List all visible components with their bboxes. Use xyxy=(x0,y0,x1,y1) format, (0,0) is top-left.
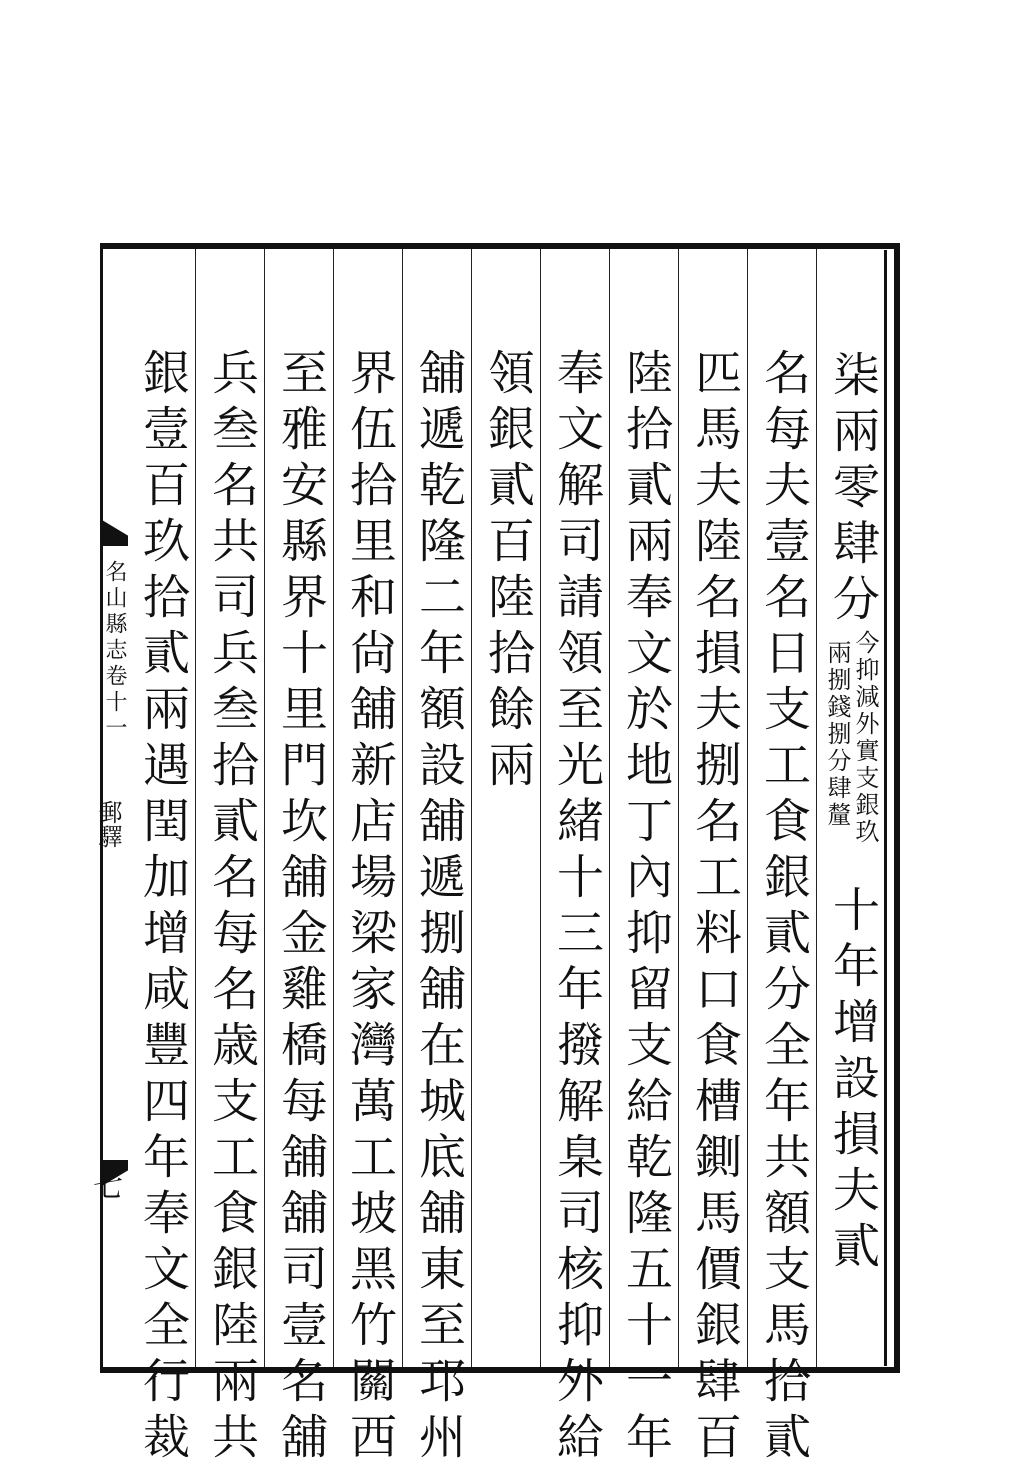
text-column-4: 陸拾貳兩奉文於地丁內抑留支給乾隆五十一年 xyxy=(618,348,673,1468)
folio-number: 七 xyxy=(87,1170,122,1200)
text-column-8: 界伍拾里和尙舖新店場梁家灣萬工坡黑竹關西 xyxy=(342,348,397,1468)
text-column-9: 至雅安縣界十里門坎舖金雞橋每舖舖司壹名舖 xyxy=(273,348,328,1468)
column-rule xyxy=(609,249,610,1367)
text-column-1-tail: 十年增設損夫貳 xyxy=(825,885,880,1277)
column-rule xyxy=(471,249,472,1367)
text-column-6: 領銀貳百陸拾餘兩 xyxy=(480,348,535,796)
text-column-7: 舖遞乾隆二年額設舖遞捌舖在城底舖東至邛州 xyxy=(411,348,466,1468)
column-rule xyxy=(747,249,748,1367)
text-column-11: 銀壹百玖拾貳兩遇閏加增咸豐四年奉文全行裁 xyxy=(135,348,190,1468)
text-column-2: 名每夫壹名日支工食銀貳分全年共額支馬拾貳 xyxy=(756,348,811,1468)
column-rule xyxy=(333,249,334,1367)
text-column-5: 奉文解司請領至光緒十三年撥解臬司核抑外給 xyxy=(549,348,604,1468)
text-column-10: 兵叁名共司兵叁拾貳名每名歳支工食銀陸兩共 xyxy=(204,348,259,1468)
frame-inner-rule xyxy=(884,250,887,1366)
interlinear-note-right: 今抑減外實支銀玖 xyxy=(851,630,879,846)
column-rule xyxy=(195,249,196,1367)
book-title: 名山縣志卷十一 xyxy=(102,560,127,742)
interlinear-note-left: 兩捌錢捌分肆釐 xyxy=(823,640,851,829)
column-rule xyxy=(816,249,817,1367)
section-title: 郵驛 xyxy=(94,800,122,848)
column-rule xyxy=(402,249,403,1367)
column-rule xyxy=(264,249,265,1367)
column-rule xyxy=(540,249,541,1367)
text-column-1-head: 柒兩零肆分 xyxy=(825,350,880,630)
text-column-3: 匹馬夫陸名損夫捌名工料口食槽鍘馬價銀肆百 xyxy=(687,348,742,1468)
column-rule xyxy=(678,249,679,1367)
